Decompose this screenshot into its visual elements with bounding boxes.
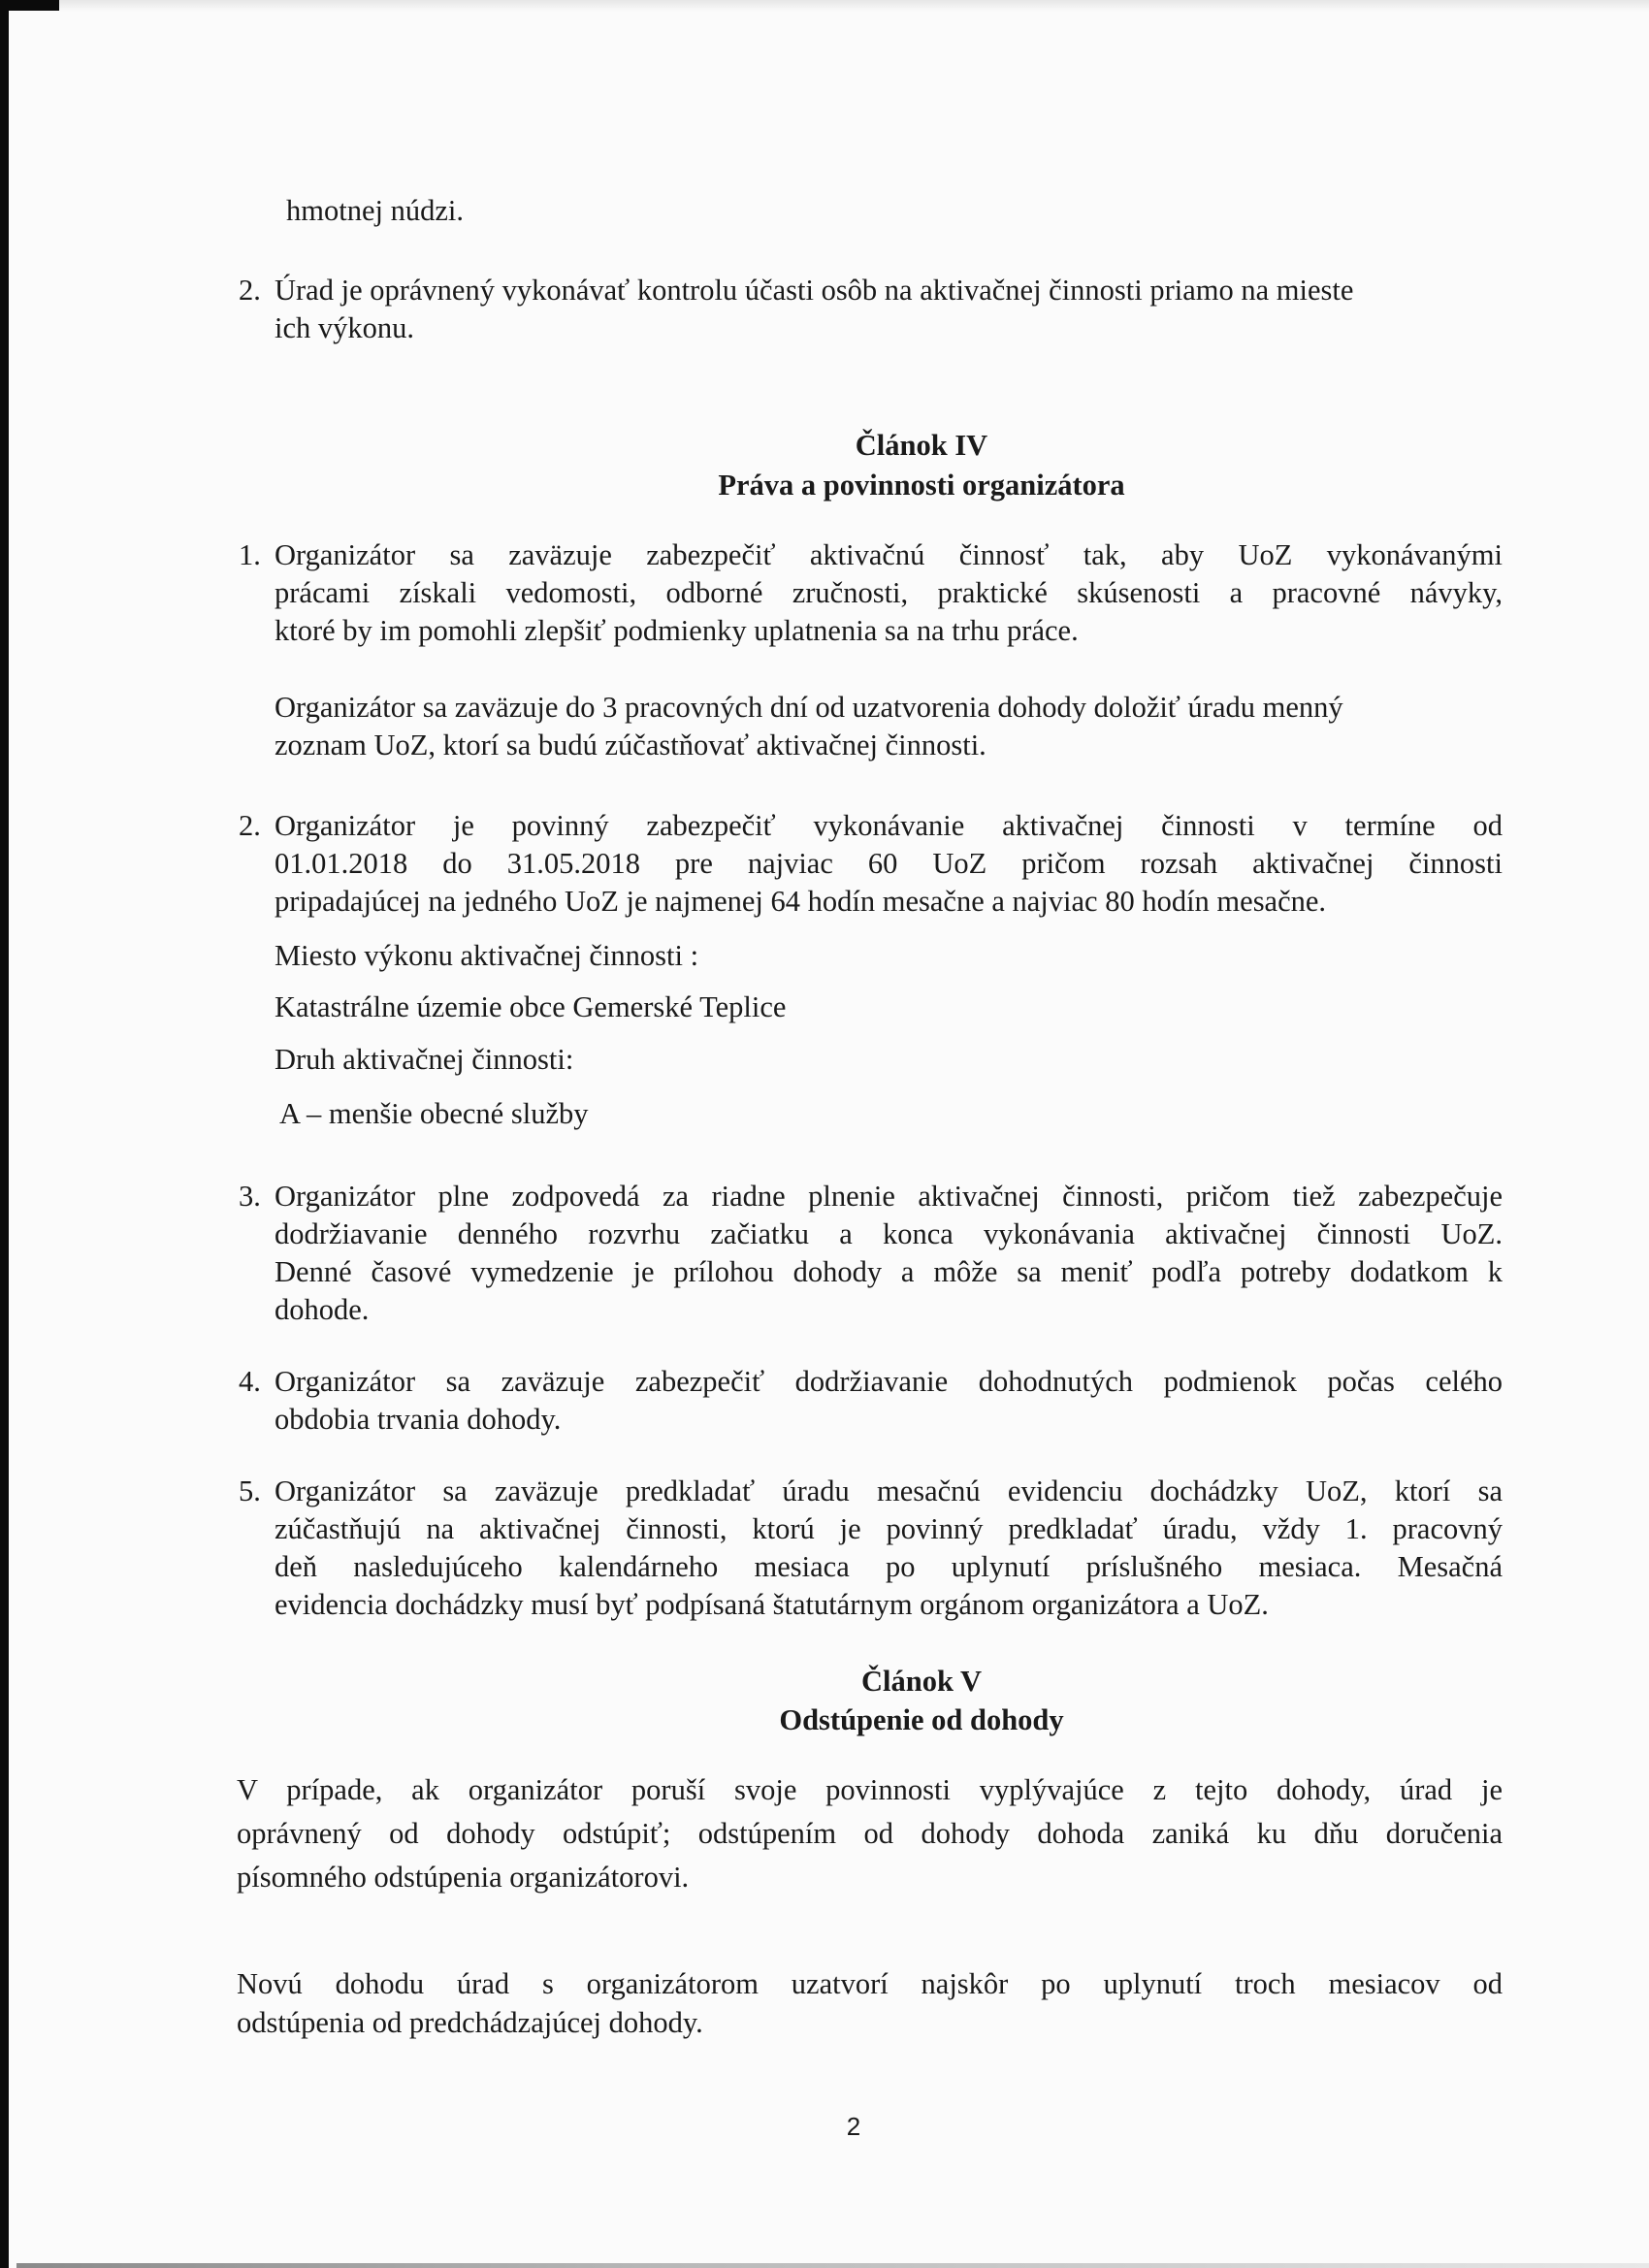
- item-number: 1.: [239, 538, 261, 571]
- article-4-title: Článok IV: [855, 429, 988, 462]
- item-line: Úrad je oprávnený vykonávať kontrolu účasti osôb na aktivačnej činnosti priamo na mieste: [275, 274, 1354, 307]
- top-fragment: hmotnej núdzi.: [286, 194, 464, 227]
- paragraph-line: odstúpenia od predchádzajúcej dohody.: [237, 2006, 703, 2039]
- type-label: Druh aktivačnej činnosti:: [275, 1043, 574, 1076]
- item-line: Organizátor sa zaväzuje zabezpečiť aktivačnú činnosť tak, aby UoZ vykonávanými: [275, 538, 1503, 571]
- item-line: evidencia dochádzky musí byť podpísaná štatutárnym orgánom organizátora a UoZ.: [275, 1588, 1269, 1621]
- item-line: ich výkonu.: [275, 311, 415, 344]
- paragraph-line: V prípade, ak organizátor poruší svoje povinnosti vyplývajúce z tejto dohody, úrad je: [237, 1773, 1503, 1806]
- item-line: pripadajúcej na jedného UoZ je najmenej 64 hodín mesačne a najviac 80 hodín mesačne.: [275, 885, 1327, 918]
- item-number: 5.: [239, 1474, 261, 1507]
- item-line: zúčastňujú na aktivačnej činnosti, ktorú je povinný predkladať úradu, vždy 1. pracovný: [275, 1512, 1503, 1545]
- item-number: 2.: [239, 274, 261, 307]
- item-line: ktoré by im pomohli zlepšiť podmienky uplatnenia sa na trhu práce.: [275, 614, 1079, 647]
- item-line: Organizátor sa zaväzuje predkladať úradu mesačnú evidenciu dochádzky UoZ, ktorí sa: [275, 1474, 1503, 1507]
- article-5-title: Článok V: [860, 1665, 983, 1698]
- item-line: Organizátor plne zodpovedá za riadne plnenie aktivačnej činnosti, pričom tiež zabezpečuje: [275, 1180, 1503, 1213]
- item-line: deň nasledujúceho kalendárneho mesiaca po uplynutí príslušného mesiaca. Mesačná: [275, 1550, 1503, 1583]
- place-value: Katastrálne územie obce Gemerské Teplice: [275, 990, 787, 1023]
- item-line: 01.01.2018 do 31.05.2018 pre najviac 60 UoZ pričom rozsah aktivačnej činnosti: [275, 847, 1503, 880]
- item-line: dodržiavanie denného rozvrhu začiatku a konca vykonávania aktivačnej činnosti UoZ.: [275, 1217, 1503, 1250]
- item-line: obdobia trvania dohody.: [275, 1403, 562, 1436]
- item-number: 4.: [239, 1365, 261, 1398]
- type-value: A – menšie obecné služby: [279, 1097, 589, 1130]
- item-line: Organizátor je povinný zabezpečiť vykonávanie aktivačnej činnosti v termíne od: [275, 809, 1503, 842]
- item-paragraph-line: zoznam UoZ, ktorí sa budú zúčastňovať aktivačnej činnosti.: [275, 729, 986, 761]
- article-5-subtitle: Odstúpenie od dohody: [779, 1703, 1064, 1736]
- paragraph-line: Novú dohodu úrad s organizátorom uzatvorí najskôr po uplynutí troch mesiacov od: [237, 1967, 1503, 2000]
- place-label: Miesto výkonu aktivačnej činnosti :: [275, 939, 699, 972]
- item-paragraph-line: Organizátor sa zaväzuje do 3 pracovných dní od uzatvorenia dohody doložiť úradu menný: [275, 691, 1343, 724]
- paragraph-line: oprávnený od dohody odstúpiť; odstúpením od dohody dohoda zaniká ku dňu doručenia: [237, 1817, 1503, 1850]
- item-line: Denné časové vymedzenie je prílohou dohody a môže sa meniť podľa potreby dodatkom k: [275, 1255, 1503, 1288]
- item-line: prácami získali vedomosti, odborné zručnosti, praktické skúsenosti a pracovné návyky,: [275, 576, 1503, 609]
- article-4-subtitle: Práva a povinnosti organizátora: [718, 469, 1125, 502]
- item-number: 2.: [239, 809, 261, 842]
- paragraph-line: písomného odstúpenia organizátorovi.: [237, 1861, 690, 1894]
- item-number: 3.: [239, 1180, 261, 1213]
- page-number: 2: [846, 2112, 861, 2141]
- item-line: dohode.: [275, 1293, 370, 1326]
- item-line: Organizátor sa zaväzuje zabezpečiť dodržiavanie dohodnutých podmienok počas celého: [275, 1365, 1503, 1398]
